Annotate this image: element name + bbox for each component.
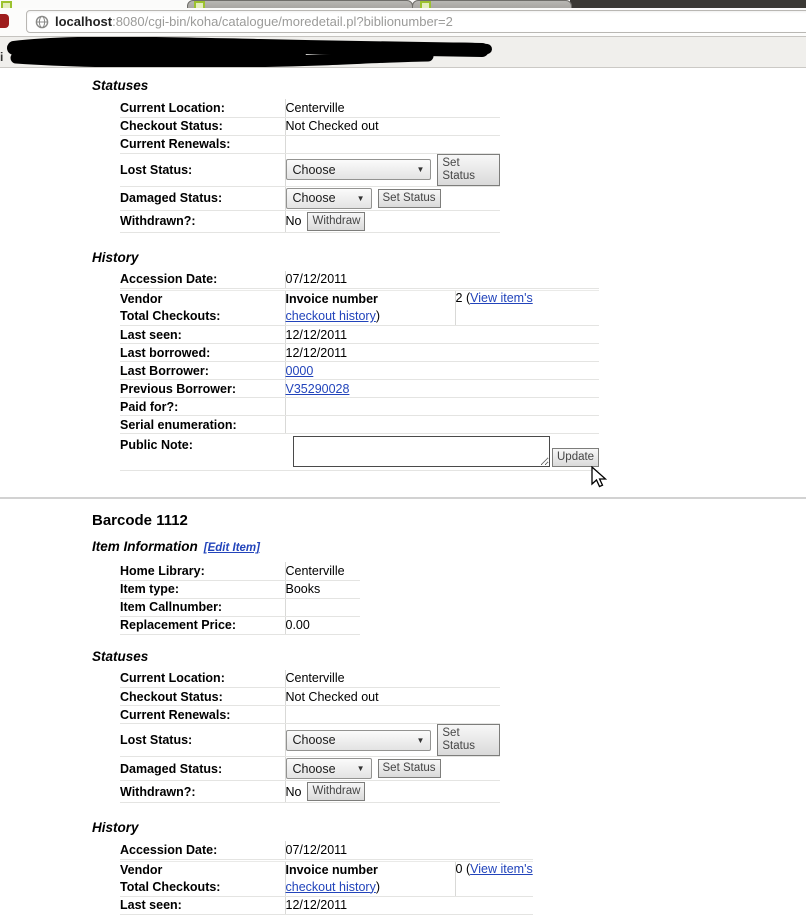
row-value: Not Checked out (285, 688, 500, 706)
row-value: 0.00 (285, 616, 360, 634)
row-label: Last borrowed: (120, 344, 285, 362)
row-label: Replacement Price: (120, 616, 285, 634)
damaged-status-select[interactable]: Choose ▼ (286, 758, 372, 779)
row-label: Paid for?: (120, 398, 285, 416)
total-checkouts-count: 0 (455, 861, 463, 876)
mouse-cursor-icon (591, 466, 607, 488)
row-label: Checkout Status: (120, 688, 285, 706)
checkout-history-link[interactable]: checkout history (285, 879, 376, 894)
row-value: 07/12/2011 (285, 271, 599, 289)
browser-tab[interactable] (187, 0, 413, 8)
row-value (285, 598, 360, 616)
browser-tab[interactable] (412, 0, 572, 8)
table-row (120, 153, 500, 186)
row-value: Centerville (285, 670, 500, 688)
table-row (120, 362, 599, 380)
row-label: Total Checkouts: (120, 879, 221, 894)
damaged-status-select[interactable]: Choose ▼ (286, 188, 372, 209)
row-value: 07/12/2011 (285, 841, 533, 859)
catalogue-detail-content (0, 68, 806, 915)
row-value: 12/12/2011 (285, 344, 599, 362)
history-heading: History (92, 820, 139, 835)
invoice-number-label: Invoice number (285, 292, 378, 306)
table-row (120, 344, 599, 362)
item-information-heading (92, 539, 806, 556)
set-lost-status-button[interactable]: Set Status (437, 724, 500, 756)
redacted-text-fragment: i (0, 50, 4, 64)
paren: ) (375, 309, 380, 323)
set-lost-status-button[interactable]: Set Status (437, 154, 500, 186)
section-divider (0, 497, 806, 499)
chevron-down-icon: ▼ (356, 193, 365, 203)
redaction-scribble (0, 37, 620, 68)
row-label: Item type: (120, 580, 285, 598)
chevron-down-icon: ▼ (416, 165, 425, 174)
table-row (120, 398, 599, 416)
row-label: Withdrawn?: (120, 210, 285, 232)
table-row (120, 99, 500, 117)
url-domain: localhost (55, 14, 113, 29)
withdraw-button[interactable]: Withdraw (307, 212, 365, 231)
paren: ) (375, 879, 380, 894)
row-value: Centerville (285, 99, 500, 117)
row-label: Last seen: (120, 326, 285, 344)
site-info-globe-icon[interactable] (35, 15, 49, 29)
table-row (120, 271, 599, 289)
row-value: Not Checked out (285, 117, 500, 135)
statuses-table (120, 99, 500, 233)
item-information-label: Item Information (92, 539, 198, 554)
table-row (120, 757, 500, 781)
table-row (120, 781, 500, 803)
table-row (120, 598, 360, 616)
row-label: Damaged Status: (120, 186, 285, 210)
row-value: 12/12/2011 (285, 896, 533, 914)
page-header-band (0, 37, 806, 68)
url-path: :8080/cgi-bin/koha/catalogue/moredetail.pl?biblionumber=2 (112, 14, 453, 29)
table-row (120, 670, 500, 688)
row-label: Previous Borrower: (120, 380, 285, 398)
table-row (120, 434, 599, 471)
row-label: Damaged Status: (120, 757, 285, 781)
chevron-down-icon: ▼ (356, 764, 365, 773)
barcode-heading: Barcode 1112 (92, 512, 188, 529)
history-table (120, 271, 599, 472)
table-row (120, 706, 500, 724)
row-label: Accession Date: (120, 271, 285, 289)
set-damaged-status-button[interactable]: Set Status (378, 189, 441, 208)
public-note-textarea[interactable] (293, 436, 550, 467)
row-label: Last Borrower: (120, 362, 285, 380)
statuses-heading: Statuses (92, 648, 149, 664)
table-row (120, 380, 599, 398)
total-checkouts-count: 2 (455, 291, 463, 305)
history-heading: History (92, 249, 139, 265)
table-row (120, 291, 599, 326)
browser-tab-strip (0, 0, 806, 8)
last-borrower-link[interactable]: 0000 (285, 363, 314, 378)
row-value: Books (285, 580, 360, 598)
row-label: Item Callnumber: (120, 598, 285, 616)
table-row (120, 616, 360, 634)
checkout-history-link[interactable]: checkout history (285, 309, 376, 323)
row-label: Last seen: (120, 896, 285, 914)
table-row (120, 562, 360, 580)
lost-status-select[interactable]: Choose ▼ (286, 730, 432, 751)
statuses-heading: Statuses (92, 78, 149, 93)
tab-favicon-icon (420, 1, 431, 8)
item-information-table (120, 562, 360, 635)
tab-favicon-icon (194, 1, 205, 8)
row-value: 12/12/2011 (285, 326, 599, 344)
table-row (120, 210, 500, 232)
update-note-button[interactable]: Update (552, 448, 599, 467)
table-row (120, 416, 599, 434)
withdrawn-value: No (285, 784, 302, 799)
row-label: Serial enumeration: (120, 416, 285, 434)
table-row (120, 841, 533, 859)
table-row (120, 326, 599, 344)
table-row (120, 186, 500, 210)
lost-status-select[interactable]: Choose ▼ (286, 159, 432, 180)
table-row (120, 724, 500, 757)
view-items-link[interactable]: View item's (470, 861, 533, 876)
tab-favicon-icon (1, 1, 12, 8)
row-label: Accession Date: (120, 841, 285, 859)
row-value (285, 398, 599, 416)
set-damaged-status-button[interactable]: Set Status (378, 759, 441, 778)
invoice-number-label: Invoice number (285, 862, 378, 877)
table-row (120, 117, 500, 135)
row-label: Current Renewals: (120, 135, 285, 153)
row-value (285, 416, 599, 434)
row-label: Current Location: (120, 670, 285, 688)
bookmark-icon[interactable] (0, 14, 9, 28)
history-table (120, 841, 533, 915)
row-label: Vendor (120, 862, 163, 877)
view-items-link[interactable]: View item's (470, 291, 533, 305)
browser-chrome (0, 0, 806, 68)
table-row (120, 580, 360, 598)
row-label: Vendor (120, 292, 163, 306)
row-label: Current Renewals: (120, 706, 285, 724)
row-label: Current Location: (120, 99, 285, 117)
row-value (285, 135, 500, 153)
row-label: Public Note: (120, 434, 285, 471)
row-label: Home Library: (120, 562, 285, 580)
withdrawn-value: No (285, 214, 302, 228)
row-value (285, 706, 500, 724)
url-bar[interactable] (26, 10, 806, 33)
statuses-table (120, 670, 500, 804)
table-row (120, 688, 500, 706)
previous-borrower-link[interactable]: V35290028 (285, 381, 350, 396)
paren: ( (465, 861, 471, 876)
url-row (0, 8, 806, 37)
withdraw-button[interactable]: Withdraw (307, 782, 365, 801)
edit-item-link[interactable]: [Edit Item] (203, 542, 260, 554)
table-row (120, 135, 500, 153)
row-label: Total Checkouts: (120, 309, 221, 323)
table-row (120, 861, 533, 896)
row-value: Centerville (285, 562, 360, 580)
tab-strip-background (570, 0, 806, 8)
row-label: Withdrawn?: (120, 781, 285, 803)
chevron-down-icon: ▼ (416, 735, 425, 745)
row-label: Lost Status: (120, 724, 285, 757)
row-label: Checkout Status: (120, 117, 285, 135)
table-row (120, 896, 533, 914)
row-label: Lost Status: (120, 153, 285, 186)
paren: ( (465, 291, 471, 305)
